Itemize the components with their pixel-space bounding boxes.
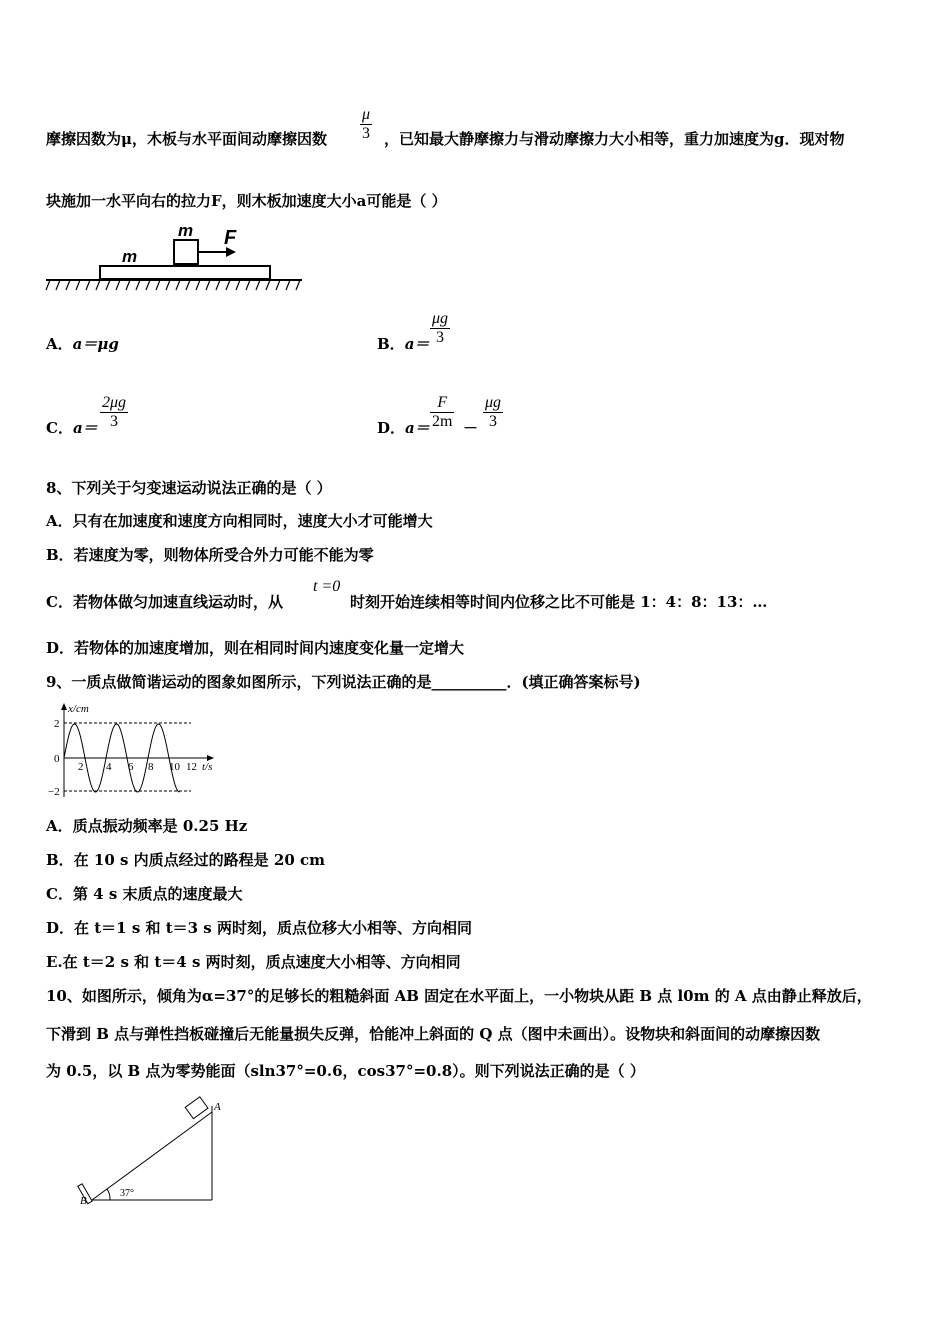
- option-text: a＝μg: [72, 335, 119, 353]
- q7-option-d-fraction-1: [430, 394, 454, 431]
- option-prefix: a＝: [405, 419, 430, 437]
- q9-option-d: D．在 t＝1 s 和 t＝3 s 两时刻，质点位移大小相等、方向相同: [46, 919, 472, 937]
- block: [174, 240, 198, 264]
- ground-hatching: [46, 280, 300, 290]
- x-tick-8: 8: [148, 761, 154, 773]
- option-label: A．: [46, 335, 73, 353]
- incline-block: [185, 1097, 208, 1119]
- y-tick-neg2: −2: [48, 786, 60, 798]
- q9-option-a: A．质点振动频率是 0.25 Hz: [46, 817, 248, 835]
- q8-option-a: A．只有在加速度和速度方向相同时，速度大小才可能增大: [46, 512, 433, 530]
- q10-line1: 10、如图所示，倾角为α=37°的足够长的粗糙斜面 AB 固定在水平面上，一小物块从距 B 点 l0m 的 A 点由静止释放后，: [46, 987, 872, 1005]
- q7-line1-b: ，已知最大静摩擦力与滑动摩擦力大小相等，重力加速度为g．现对物: [384, 130, 845, 148]
- y-axis-arrow: [61, 703, 67, 710]
- label-m-block: m: [178, 221, 194, 240]
- fraction-denominator: 3: [362, 125, 371, 142]
- block-board-figure: [46, 218, 306, 298]
- q7-option-c-fraction: [100, 394, 128, 431]
- fraction-numerator: μg: [485, 394, 502, 411]
- y-tick-0: 0: [54, 753, 60, 765]
- q9-option-b: B．在 10 s 内质点经过的路程是 20 cm: [46, 851, 325, 869]
- q8-option-d: D．若物体的加速度增加，则在相同时间内速度变化量一定增大: [46, 639, 465, 657]
- q10-line2: 下滑到 B 点与弹性挡板碰撞后无能量损失反弹，恰能冲上斜面的 Q 点（图中未画出）。设物块和斜面间的动摩擦因数: [46, 1025, 821, 1043]
- fraction-numerator: μ: [362, 106, 371, 123]
- x-axis-label: t/s: [202, 761, 213, 773]
- x-tick-4: 4: [106, 761, 112, 773]
- fraction-denominator: 2m: [432, 413, 453, 430]
- q9-stem: 9、一质点做简谐运动的图象如图所示，下列说法正确的是__________．(填正确答案标号): [46, 673, 641, 691]
- x-tick-6: 6: [128, 761, 134, 773]
- fraction-denominator: 3: [110, 413, 119, 430]
- y-axis-label: x/cm: [68, 703, 89, 715]
- option-prefix: a＝: [404, 335, 430, 353]
- fraction-numerator: μg: [432, 310, 449, 327]
- board: [100, 266, 270, 279]
- q7-line1-fraction: [360, 106, 372, 143]
- label-F: F: [224, 227, 237, 249]
- x-tick-10: 10: [169, 761, 180, 773]
- y-tick-2: 2: [54, 718, 60, 730]
- label-m-board: m: [122, 247, 138, 266]
- q8-option-c-a: C．若物体做匀加速直线运动时，从: [46, 593, 283, 611]
- label-B: B: [80, 1195, 87, 1207]
- label-angle: 37°: [120, 1188, 134, 1199]
- option-prefix: a＝: [72, 419, 98, 437]
- angle-arc: [107, 1189, 110, 1200]
- q7-option-b-label: [377, 333, 429, 354]
- q8-stem: 8、下列关于匀变速运动说法正确的是（ ）: [46, 479, 332, 497]
- q7-option-b-fraction: [430, 310, 450, 347]
- oscillation-graph: [46, 702, 226, 802]
- option-label: C．: [46, 419, 73, 437]
- fraction-numerator: 2μg: [102, 394, 127, 411]
- incline-slope: [92, 1112, 212, 1200]
- q7-option-d-label: [377, 417, 430, 438]
- option-label: B．: [377, 335, 405, 353]
- option-label: D．: [377, 419, 406, 437]
- q9-option-c: C．第 4 s 末质点的速度最大: [46, 885, 243, 903]
- fraction-numerator: F: [430, 394, 454, 413]
- fraction-denominator: 3: [436, 329, 445, 346]
- q10-line3: 为 0.5，以 B 点为零势能面（sln37°=0.6，cos37°=0.8）。则下列说法正确的是（ ）: [46, 1062, 645, 1080]
- q9-option-e: E.在 t＝2 s 和 t＝4 s 两时刻，质点速度大小相等、方向相同: [46, 953, 461, 971]
- x-tick-12: 12: [186, 761, 197, 773]
- q8-option-c-b: 时刻开始连续相等时间内位移之比不可能是 1：4：8：13：…: [350, 593, 768, 611]
- q7-option-d-fraction-2: [483, 394, 503, 431]
- q7-line2: 块施加一水平向右的拉力F，则木板加速度大小a可能是（ ）: [46, 192, 447, 210]
- minus-sign: －: [463, 419, 479, 437]
- q7-option-a: [46, 333, 119, 354]
- label-A: A: [214, 1101, 221, 1113]
- q7-line1-a: 摩擦因数为μ，木板与水平面间动摩擦因数: [46, 130, 327, 148]
- q8-option-b: B．若速度为零，则物体所受合外力可能不能为零: [46, 546, 374, 564]
- q7-option-c-label: [46, 417, 98, 438]
- incline-figure: [70, 1092, 230, 1212]
- x-tick-2: 2: [78, 761, 84, 773]
- fraction-denominator: 3: [489, 413, 498, 430]
- q8-option-c-math: t =0: [313, 578, 341, 595]
